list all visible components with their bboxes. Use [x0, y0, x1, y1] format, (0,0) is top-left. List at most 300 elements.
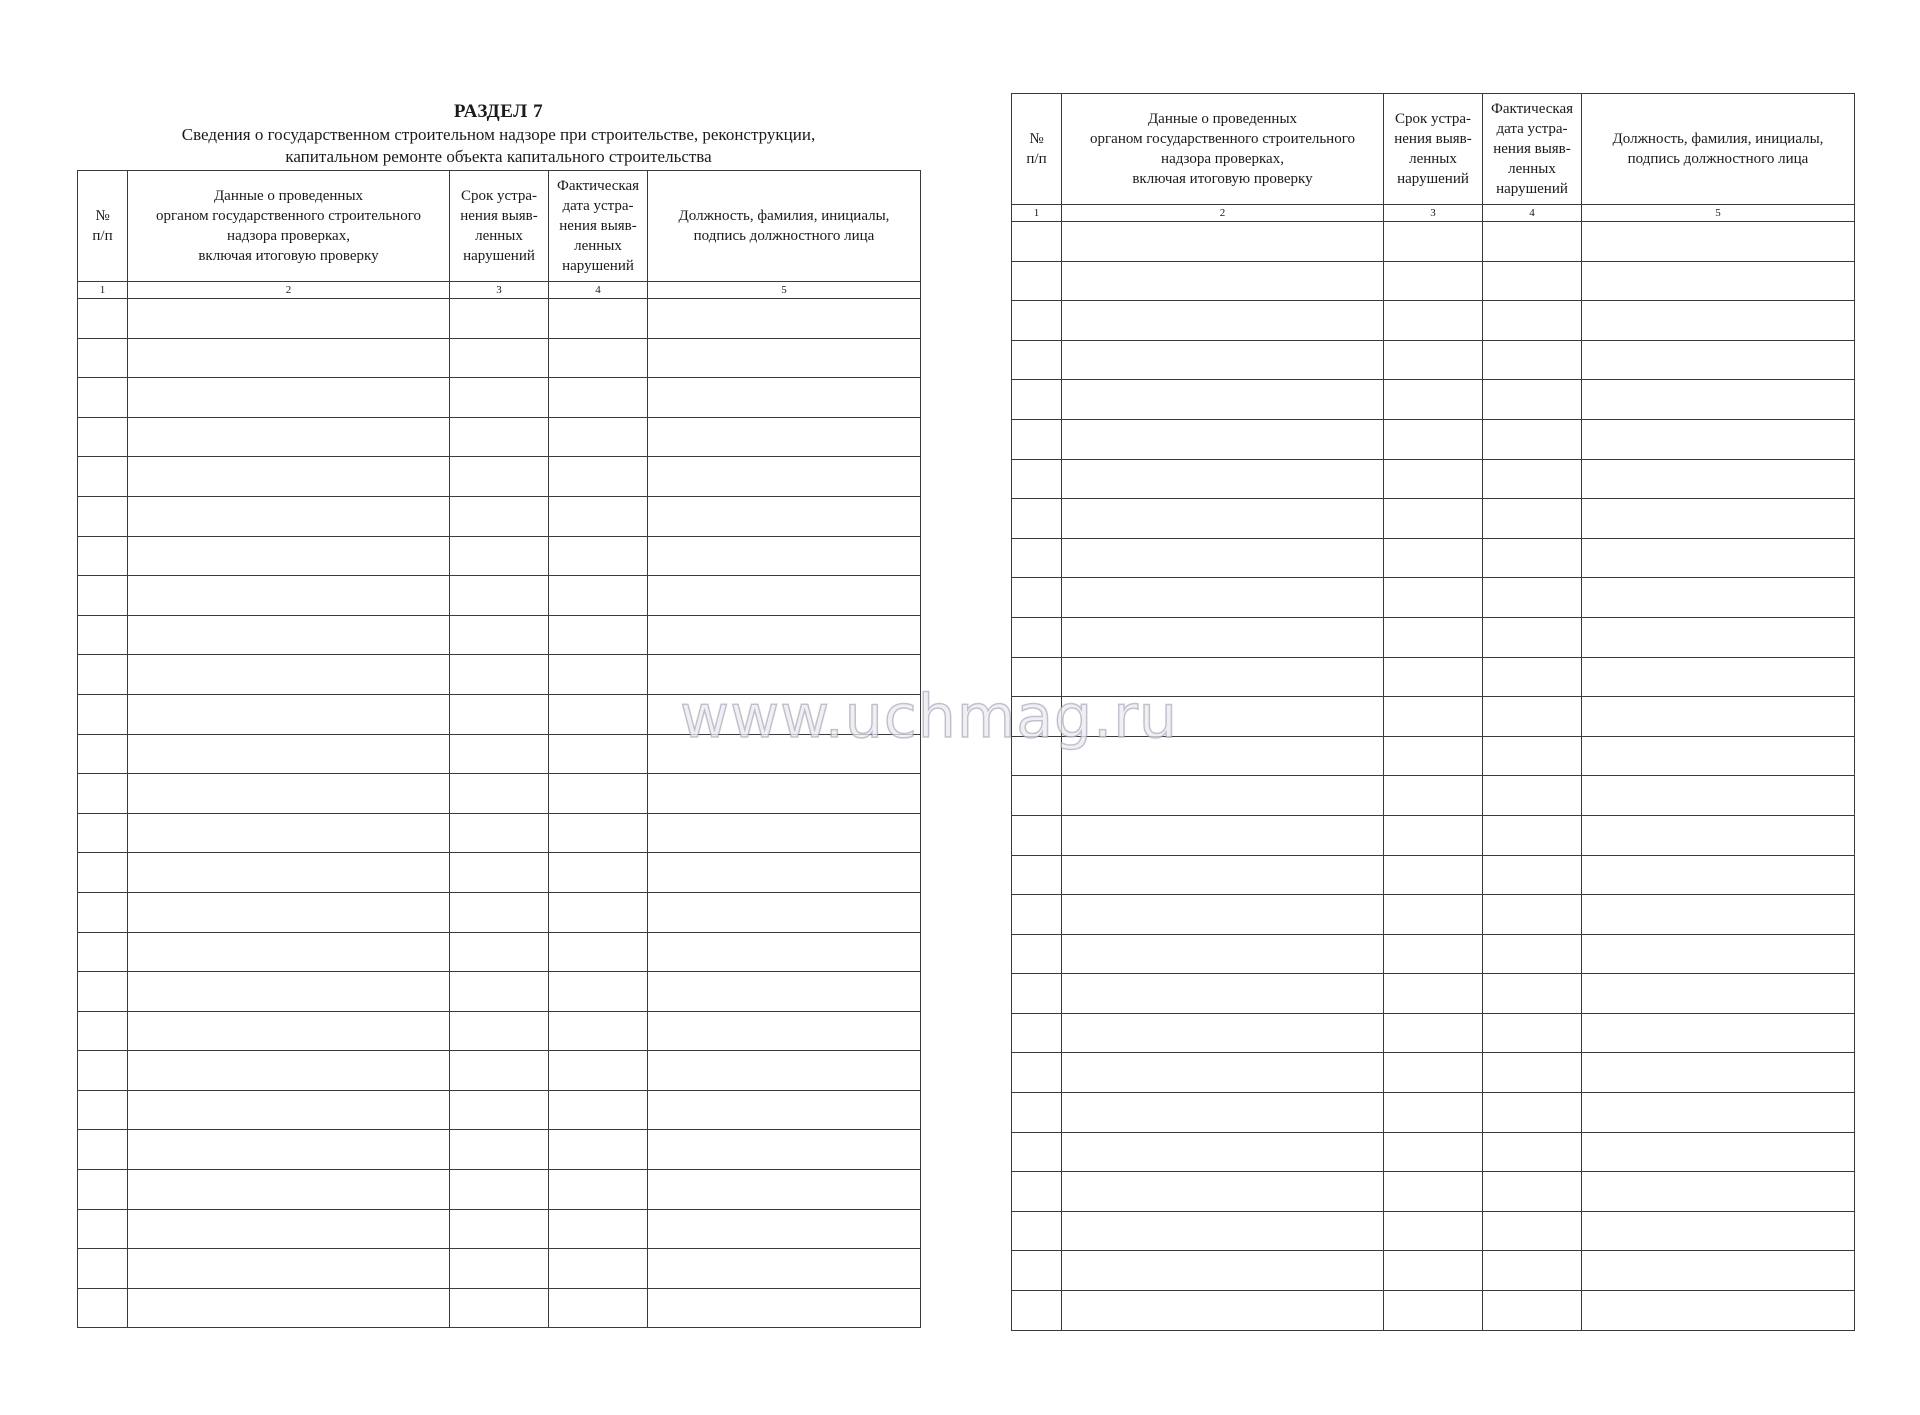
- table-cell[interactable]: [450, 496, 549, 536]
- table-cell[interactable]: [1062, 340, 1384, 380]
- table-cell[interactable]: [1062, 776, 1384, 816]
- table-cell[interactable]: [1062, 538, 1384, 578]
- table-cell[interactable]: [1062, 855, 1384, 895]
- table-cell[interactable]: [1012, 736, 1062, 776]
- table-cell[interactable]: [1582, 617, 1855, 657]
- table-cell[interactable]: [648, 932, 921, 972]
- table-cell[interactable]: [1062, 736, 1384, 776]
- table-cell[interactable]: [1483, 261, 1582, 301]
- table-cell[interactable]: [1483, 578, 1582, 618]
- table-cell[interactable]: [1384, 736, 1483, 776]
- table-cell[interactable]: [1384, 340, 1483, 380]
- table-cell[interactable]: [549, 576, 648, 616]
- table-cell[interactable]: [648, 774, 921, 814]
- table-cell[interactable]: [1012, 1251, 1062, 1291]
- table-cell[interactable]: [1384, 499, 1483, 539]
- table-row: [1012, 697, 1855, 737]
- table-cell[interactable]: [1012, 499, 1062, 539]
- inspection-table-right: [1011, 93, 1855, 1331]
- table-cell[interactable]: [1483, 934, 1582, 974]
- table-row: [78, 1130, 921, 1170]
- table-cell[interactable]: [1062, 261, 1384, 301]
- table-cell[interactable]: [1582, 1053, 1855, 1093]
- table-cell[interactable]: [549, 1130, 648, 1170]
- table-cell[interactable]: [1012, 538, 1062, 578]
- table-cell[interactable]: [1012, 1291, 1062, 1331]
- table-cell[interactable]: [1062, 578, 1384, 618]
- table-cell[interactable]: [78, 338, 128, 378]
- table-cell[interactable]: [128, 378, 450, 418]
- table-cell[interactable]: [549, 378, 648, 418]
- table-cell[interactable]: [1012, 776, 1062, 816]
- table-cell[interactable]: [1062, 974, 1384, 1014]
- table-cell[interactable]: [648, 417, 921, 457]
- table-cell[interactable]: [1384, 419, 1483, 459]
- table-cell[interactable]: [549, 734, 648, 774]
- table-cell[interactable]: [128, 1090, 450, 1130]
- table-cell[interactable]: [1012, 1211, 1062, 1251]
- table-cell[interactable]: [1582, 736, 1855, 776]
- table-cell[interactable]: [1384, 855, 1483, 895]
- table-row: [1012, 380, 1855, 420]
- table-cell[interactable]: [549, 892, 648, 932]
- table-row: [78, 655, 921, 695]
- table-cell[interactable]: [549, 338, 648, 378]
- table-cell[interactable]: [1384, 657, 1483, 697]
- table-cell[interactable]: [128, 853, 450, 893]
- table-cell[interactable]: [128, 774, 450, 814]
- table-cell[interactable]: [1384, 301, 1483, 341]
- table-cell[interactable]: [450, 1090, 549, 1130]
- table-cell[interactable]: [648, 338, 921, 378]
- table-cell[interactable]: [549, 457, 648, 497]
- table-cell[interactable]: [78, 1170, 128, 1210]
- table-cell[interactable]: [549, 1249, 648, 1289]
- table-cell[interactable]: [1062, 1211, 1384, 1251]
- table-cell[interactable]: [1582, 974, 1855, 1014]
- column-number: 4: [549, 282, 648, 299]
- table-cell[interactable]: [450, 417, 549, 457]
- table-row: [78, 457, 921, 497]
- table-cell[interactable]: [1483, 1211, 1582, 1251]
- table-cell[interactable]: [1062, 657, 1384, 697]
- section-title: РАЗДЕЛ 7: [453, 101, 544, 122]
- section-subtitle-line2: капитальном ремонте объекта капитального строительства: [285, 147, 712, 166]
- table-cell[interactable]: [450, 774, 549, 814]
- table-cell[interactable]: [1062, 301, 1384, 341]
- table-cell[interactable]: [1062, 1251, 1384, 1291]
- table-cell[interactable]: [1582, 1172, 1855, 1212]
- table-cell[interactable]: [1062, 697, 1384, 737]
- table-cell[interactable]: [128, 655, 450, 695]
- table-cell[interactable]: [1384, 776, 1483, 816]
- table-cell[interactable]: [1062, 499, 1384, 539]
- table-cell[interactable]: [128, 536, 450, 576]
- table-cell[interactable]: [78, 694, 128, 734]
- table-cell[interactable]: [128, 813, 450, 853]
- table-cell[interactable]: [1012, 697, 1062, 737]
- table-cell[interactable]: [1483, 895, 1582, 935]
- table-cell[interactable]: [1062, 815, 1384, 855]
- table-cell[interactable]: [1384, 1251, 1483, 1291]
- table-cell[interactable]: [1483, 340, 1582, 380]
- table-cell[interactable]: [1582, 1093, 1855, 1133]
- table-cell[interactable]: [1384, 974, 1483, 1014]
- table-cell[interactable]: [450, 1209, 549, 1249]
- table-cell[interactable]: [648, 655, 921, 695]
- table-row: [1012, 499, 1855, 539]
- table-cell[interactable]: [128, 1051, 450, 1091]
- table-cell[interactable]: [1012, 657, 1062, 697]
- table-cell[interactable]: [1012, 1013, 1062, 1053]
- table-cell[interactable]: [1582, 1013, 1855, 1053]
- table-cell[interactable]: [1483, 617, 1582, 657]
- table-cell[interactable]: [78, 1130, 128, 1170]
- table-cell[interactable]: [549, 694, 648, 734]
- table-cell[interactable]: [1012, 934, 1062, 974]
- column-number: 2: [128, 282, 450, 299]
- table-cell[interactable]: [1582, 1132, 1855, 1172]
- table-row: [78, 1011, 921, 1051]
- table-cell[interactable]: [549, 1288, 648, 1328]
- table-cell[interactable]: [78, 1090, 128, 1130]
- column-number: 4: [1483, 205, 1582, 222]
- table-cell[interactable]: [78, 1288, 128, 1328]
- table-cell[interactable]: [648, 576, 921, 616]
- table-cell[interactable]: [1483, 419, 1582, 459]
- table-cell[interactable]: [450, 457, 549, 497]
- table-cell[interactable]: [450, 972, 549, 1012]
- table-cell[interactable]: [648, 1011, 921, 1051]
- table-cell[interactable]: [1012, 459, 1062, 499]
- table-cell[interactable]: [128, 1249, 450, 1289]
- table-cell[interactable]: [1012, 895, 1062, 935]
- table-cell[interactable]: [78, 536, 128, 576]
- table-cell[interactable]: [78, 615, 128, 655]
- table-cell[interactable]: [1582, 1291, 1855, 1331]
- table-cell[interactable]: [78, 496, 128, 536]
- table-cell[interactable]: [128, 615, 450, 655]
- table-cell[interactable]: [1582, 380, 1855, 420]
- table-cell[interactable]: [450, 734, 549, 774]
- inspection-table-left: [77, 170, 921, 1328]
- table-cell[interactable]: [128, 1209, 450, 1249]
- table-cell[interactable]: [648, 1288, 921, 1328]
- table-cell[interactable]: [648, 734, 921, 774]
- table-cell[interactable]: [1582, 419, 1855, 459]
- table-cell[interactable]: [1582, 697, 1855, 737]
- table-row: [78, 1209, 921, 1249]
- table-cell[interactable]: [1062, 934, 1384, 974]
- table-cell[interactable]: [1012, 1093, 1062, 1133]
- table-cell[interactable]: [1012, 815, 1062, 855]
- table-cell[interactable]: [1384, 934, 1483, 974]
- table-cell[interactable]: [1012, 419, 1062, 459]
- table-cell[interactable]: [1483, 1053, 1582, 1093]
- table-cell[interactable]: [648, 694, 921, 734]
- watermark: www.uchmag.ru: [680, 682, 1178, 752]
- table-cell[interactable]: [648, 813, 921, 853]
- table-cell[interactable]: [78, 1011, 128, 1051]
- table-cell[interactable]: [1012, 1053, 1062, 1093]
- table-cell[interactable]: [450, 1130, 549, 1170]
- table-cell[interactable]: [549, 1209, 648, 1249]
- table-cell[interactable]: [549, 1170, 648, 1210]
- table-cell[interactable]: [549, 774, 648, 814]
- table-cell[interactable]: [549, 813, 648, 853]
- table-cell[interactable]: [648, 1090, 921, 1130]
- table-cell[interactable]: [1384, 1053, 1483, 1093]
- table-cell[interactable]: [128, 1130, 450, 1170]
- table-cell[interactable]: [450, 932, 549, 972]
- table-cell[interactable]: [648, 1249, 921, 1289]
- table-row: [1012, 657, 1855, 697]
- table-cell[interactable]: [1384, 617, 1483, 657]
- table-cell[interactable]: [1384, 380, 1483, 420]
- table-cell[interactable]: [1483, 657, 1582, 697]
- table-cell[interactable]: [648, 536, 921, 576]
- table-cell[interactable]: [128, 457, 450, 497]
- table-cell[interactable]: [1483, 1251, 1582, 1291]
- table-cell[interactable]: [450, 615, 549, 655]
- table-cell[interactable]: [1012, 261, 1062, 301]
- table-cell[interactable]: [1483, 222, 1582, 262]
- table-cell[interactable]: [450, 536, 549, 576]
- table-cell[interactable]: [648, 615, 921, 655]
- table-cell[interactable]: [128, 1170, 450, 1210]
- table-cell[interactable]: [648, 1170, 921, 1210]
- table-cell[interactable]: [128, 417, 450, 457]
- table-cell[interactable]: [1384, 459, 1483, 499]
- table-cell[interactable]: [549, 1011, 648, 1051]
- table-cell[interactable]: [1582, 578, 1855, 618]
- table-cell[interactable]: [648, 457, 921, 497]
- table-cell[interactable]: [648, 972, 921, 1012]
- table-cell[interactable]: [1582, 1251, 1855, 1291]
- table-cell[interactable]: [1483, 459, 1582, 499]
- table-cell[interactable]: [1483, 776, 1582, 816]
- table-cell[interactable]: [1384, 261, 1483, 301]
- table-cell[interactable]: [1582, 499, 1855, 539]
- table-cell[interactable]: [450, 576, 549, 616]
- table-cell[interactable]: [1582, 340, 1855, 380]
- table-cell[interactable]: [1582, 261, 1855, 301]
- table-cell[interactable]: [78, 813, 128, 853]
- table-row: [78, 813, 921, 853]
- table-cell[interactable]: [648, 853, 921, 893]
- table-cell[interactable]: [549, 299, 648, 339]
- table-cell[interactable]: [1582, 301, 1855, 341]
- table-cell[interactable]: [1483, 697, 1582, 737]
- table-cell[interactable]: [1384, 1013, 1483, 1053]
- table-row: [1012, 222, 1855, 262]
- table-cell[interactable]: [1062, 459, 1384, 499]
- table-cell[interactable]: [78, 892, 128, 932]
- table-cell[interactable]: [450, 338, 549, 378]
- table-cell[interactable]: [1012, 301, 1062, 341]
- table-cell[interactable]: [128, 892, 450, 932]
- table-row: [78, 615, 921, 655]
- table-cell[interactable]: [549, 1051, 648, 1091]
- table-cell[interactable]: [1012, 617, 1062, 657]
- table-cell[interactable]: [78, 1051, 128, 1091]
- table-cell[interactable]: [549, 1090, 648, 1130]
- table-cell[interactable]: [450, 1288, 549, 1328]
- table-cell[interactable]: [1384, 1132, 1483, 1172]
- table-cell[interactable]: [78, 932, 128, 972]
- table-cell[interactable]: [1384, 1093, 1483, 1133]
- table-cell[interactable]: [1062, 895, 1384, 935]
- table-cell[interactable]: [450, 813, 549, 853]
- table-cell[interactable]: [128, 972, 450, 1012]
- table-row: [1012, 776, 1855, 816]
- table-cell[interactable]: [648, 496, 921, 536]
- table-cell[interactable]: [1384, 697, 1483, 737]
- table-cell[interactable]: [1483, 736, 1582, 776]
- table-cell[interactable]: [128, 338, 450, 378]
- column-number: 3: [1384, 205, 1483, 222]
- table-cell[interactable]: [128, 1288, 450, 1328]
- table-cell[interactable]: [1582, 657, 1855, 697]
- table-cell[interactable]: [128, 1011, 450, 1051]
- table-cell[interactable]: [1012, 1172, 1062, 1212]
- table-cell[interactable]: [1582, 855, 1855, 895]
- table-cell[interactable]: [549, 655, 648, 695]
- table-cell[interactable]: [128, 932, 450, 972]
- table-cell[interactable]: [128, 496, 450, 536]
- table-row: [1012, 934, 1855, 974]
- table-cell[interactable]: [1062, 380, 1384, 420]
- table-cell[interactable]: [450, 655, 549, 695]
- table-cell[interactable]: [1483, 1013, 1582, 1053]
- table-cell[interactable]: [78, 1249, 128, 1289]
- table-cell[interactable]: [1012, 855, 1062, 895]
- table-cell[interactable]: [1582, 776, 1855, 816]
- table-cell[interactable]: [1062, 617, 1384, 657]
- table-cell[interactable]: [1062, 1291, 1384, 1331]
- table-cell[interactable]: [78, 734, 128, 774]
- table-cell[interactable]: [78, 417, 128, 457]
- table-cell[interactable]: [549, 496, 648, 536]
- table-cell[interactable]: [1062, 1172, 1384, 1212]
- table-cell[interactable]: [1012, 340, 1062, 380]
- table-cell[interactable]: [1012, 380, 1062, 420]
- table-cell[interactable]: [1384, 1172, 1483, 1212]
- table-cell[interactable]: [1582, 815, 1855, 855]
- table-cell[interactable]: [549, 417, 648, 457]
- table-cell[interactable]: [78, 457, 128, 497]
- table-cell[interactable]: [1483, 815, 1582, 855]
- table-cell[interactable]: [1483, 301, 1582, 341]
- table-cell[interactable]: [128, 299, 450, 339]
- table-cell[interactable]: [450, 1051, 549, 1091]
- table-row: [1012, 855, 1855, 895]
- table-row: [1012, 895, 1855, 935]
- table-cell[interactable]: [128, 734, 450, 774]
- table-cell[interactable]: [1062, 419, 1384, 459]
- table-cell[interactable]: [1582, 895, 1855, 935]
- left-page: [77, 100, 920, 1328]
- table-cell[interactable]: [549, 932, 648, 972]
- table-cell[interactable]: [78, 972, 128, 1012]
- table-cell[interactable]: [78, 853, 128, 893]
- table-cell[interactable]: [1012, 578, 1062, 618]
- table-cell[interactable]: [1062, 1013, 1384, 1053]
- table-cell[interactable]: [1483, 1291, 1582, 1331]
- table-cell[interactable]: [78, 299, 128, 339]
- table-cell[interactable]: [128, 694, 450, 734]
- table-cell[interactable]: [78, 774, 128, 814]
- table-cell[interactable]: [1582, 459, 1855, 499]
- table-cell[interactable]: [549, 972, 648, 1012]
- table-cell[interactable]: [1483, 380, 1582, 420]
- table-cell[interactable]: [1384, 578, 1483, 618]
- table-cell[interactable]: [648, 1130, 921, 1170]
- table-cell[interactable]: [1012, 1132, 1062, 1172]
- table-cell[interactable]: [549, 615, 648, 655]
- table-cell[interactable]: [648, 378, 921, 418]
- table-cell[interactable]: [648, 892, 921, 932]
- table-cell[interactable]: [450, 853, 549, 893]
- table-cell[interactable]: [450, 1011, 549, 1051]
- table-cell[interactable]: [450, 1170, 549, 1210]
- table-cell[interactable]: [1012, 222, 1062, 262]
- table-cell[interactable]: [1384, 1291, 1483, 1331]
- table-cell[interactable]: [450, 892, 549, 932]
- table-cell[interactable]: [78, 655, 128, 695]
- table-cell[interactable]: [450, 378, 549, 418]
- table-cell[interactable]: [1012, 974, 1062, 1014]
- table-cell[interactable]: [1062, 1053, 1384, 1093]
- table-cell[interactable]: [1483, 538, 1582, 578]
- table-cell[interactable]: [450, 694, 549, 734]
- table-cell[interactable]: [128, 576, 450, 616]
- table-cell[interactable]: [1582, 538, 1855, 578]
- table-cell[interactable]: [1384, 815, 1483, 855]
- table-cell[interactable]: [1483, 1093, 1582, 1133]
- table-cell[interactable]: [549, 853, 648, 893]
- table-cell[interactable]: [648, 299, 921, 339]
- table-cell[interactable]: [1483, 855, 1582, 895]
- table-cell[interactable]: [78, 378, 128, 418]
- table-cell[interactable]: [1582, 222, 1855, 262]
- table-cell[interactable]: [1483, 974, 1582, 1014]
- table-cell[interactable]: [1582, 1211, 1855, 1251]
- table-row: [78, 1090, 921, 1130]
- table-cell[interactable]: [1483, 499, 1582, 539]
- table-cell[interactable]: [78, 1209, 128, 1249]
- table-cell[interactable]: [1062, 1093, 1384, 1133]
- table-cell[interactable]: [1582, 934, 1855, 974]
- table-cell[interactable]: [1483, 1132, 1582, 1172]
- table-cell[interactable]: [450, 1249, 549, 1289]
- table-row: [1012, 974, 1855, 1014]
- table-cell[interactable]: [549, 536, 648, 576]
- table-cell[interactable]: [1384, 538, 1483, 578]
- table-cell[interactable]: [1384, 222, 1483, 262]
- table-cell[interactable]: [1062, 1132, 1384, 1172]
- table-cell[interactable]: [1384, 895, 1483, 935]
- table-cell[interactable]: [1062, 222, 1384, 262]
- table-cell[interactable]: [78, 576, 128, 616]
- table-cell[interactable]: [648, 1051, 921, 1091]
- table-cell[interactable]: [1483, 1172, 1582, 1212]
- table-cell[interactable]: [1384, 1211, 1483, 1251]
- table-cell[interactable]: [450, 299, 549, 339]
- header-number: № п/п: [1012, 94, 1062, 205]
- table-cell[interactable]: [648, 1209, 921, 1249]
- table-row: [1012, 340, 1855, 380]
